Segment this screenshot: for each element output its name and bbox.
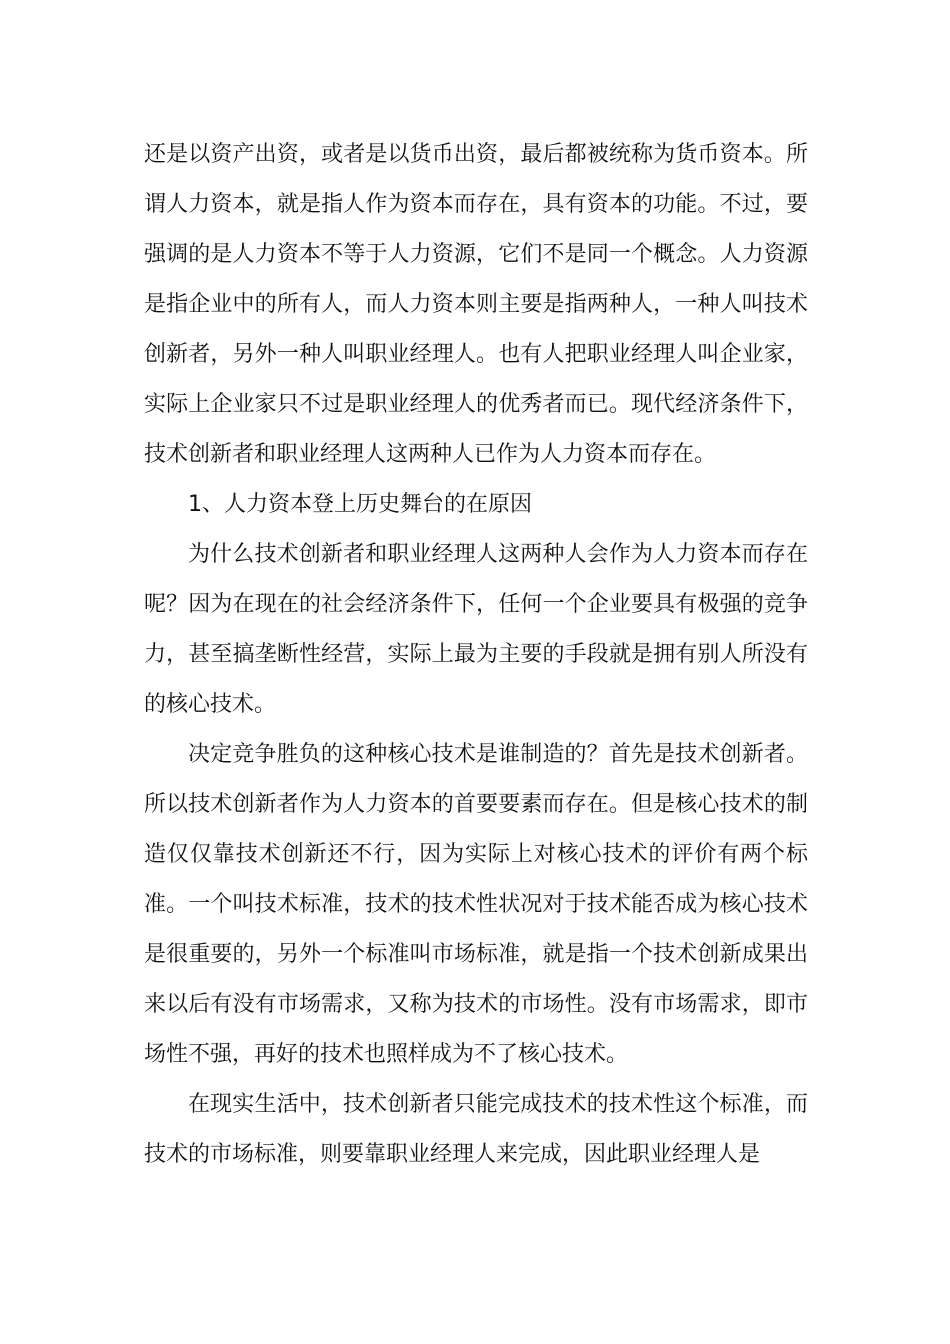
body-paragraph: 在现实生活中，技术创新者只能完成技术的技术性这个标准，而技术的市场标准，则要靠职业经理人来完成，因此职业经理人是 bbox=[144, 1092, 808, 1167]
document-body bbox=[144, 130, 808, 1180]
body-paragraph: 决定竞争胜负的这种核心技术是谁制造的？首先是技术创新者。所以技术创新者作为人力资本的首要要素而存在。但是核心技术的制造仅仅靠技术创新还不行，因为实际上对核心技术的评价有两个标准。一个叫技术标准，技术的技术性状况对于技术能否成为核心技术是很重要的，另外一个标准叫市场标准，就是指一个技术创新成果出来以后有没有市场需求，又称为技术的市场性。没有市场需求，即市场性不强，再好的技术也照样成为不了核心技术。 bbox=[144, 742, 808, 1067]
body-paragraph: 还是以资产出资，或者是以货币出资，最后都被统称为货币资本。所谓人力资本，就是指人作为资本而存在，具有资本的功能。不过，要强调的是人力资本不等于人力资源，它们不是同一个概念。人力资源是指企业中的所有人，而人力资本则主要是指两种人，一种人叫技术创新者，另外一种人叫职业经理人。也有人把职业经理人叫企业家，实际上企业家只不过是职业经理人的优秀者而已。现代经济条件下，技术创新者和职业经理人这两种人已作为人力资本而存在。 bbox=[144, 142, 808, 467]
body-paragraph: 为什么技术创新者和职业经理人这两种人会作为人力资本而存在呢？因为在现在的社会经济条件下，任何一个企业要具有极强的竞争力，甚至搞垄断性经营，实际上最为主要的手段就是拥有别人所没有的核心技术。 bbox=[144, 542, 808, 717]
section-heading: 1、人力资本登上历史舞台的在原因 bbox=[188, 492, 532, 517]
